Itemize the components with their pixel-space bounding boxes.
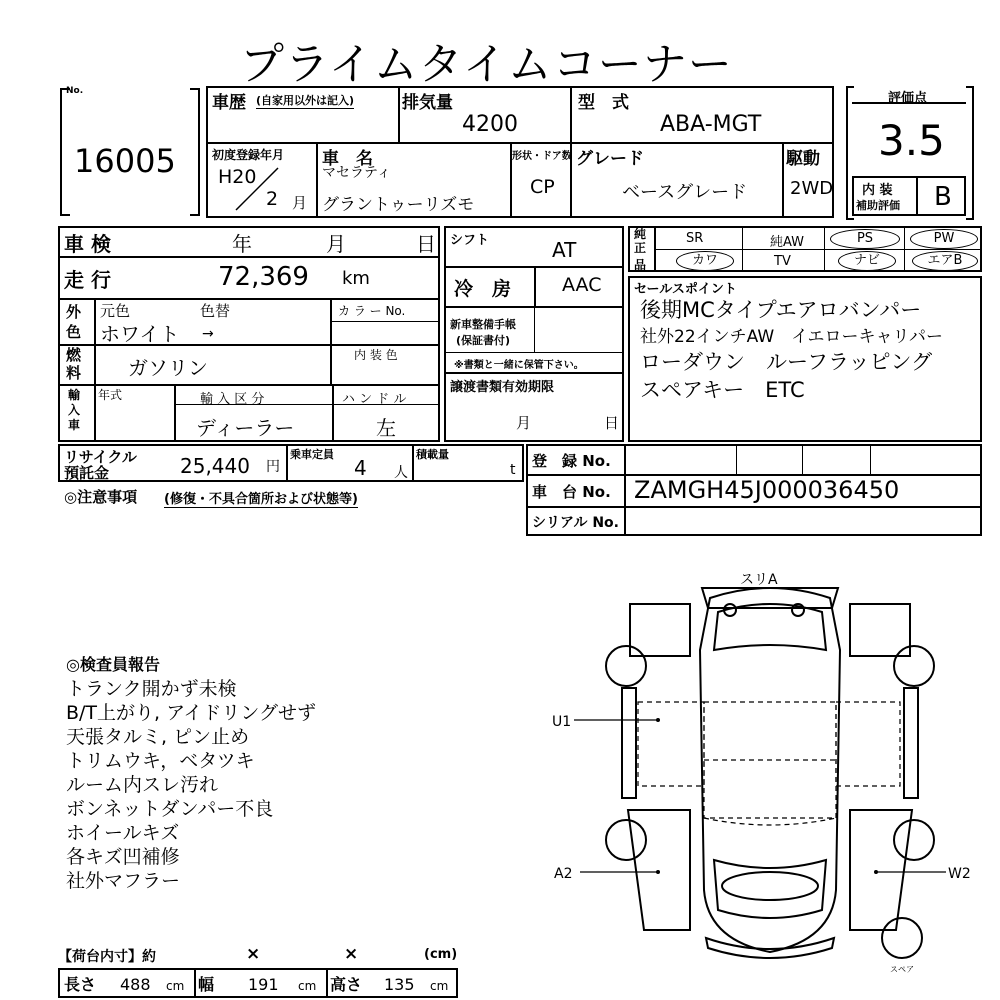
sales-line-4: スペアキー ETC [640,378,805,402]
mileage-unit: km [342,268,370,289]
body-label: 形状・ドア数 [512,151,572,162]
equip-airbag-circled: エアB [912,251,978,271]
drive-label: 駆動 [786,149,820,169]
equip-ps-circled: PS [830,229,900,249]
equipment-side-2: 品 [634,258,647,272]
first-reg-label: 初度登録年月 [212,148,285,162]
car-damage-diagram [540,560,1000,980]
col-line [802,444,803,474]
cargo-width-unit: cm [298,979,317,993]
inspector-line: 社外マフラー [66,870,181,892]
shaken-day-label: 日 [416,232,436,256]
docs-day: 日 [604,414,620,432]
fuel-value: ガソリン [128,356,208,380]
cargo-height-label: 高さ [330,975,363,994]
equip-leather-circled: カワ [676,251,734,271]
chassis-value: ZAMGH45J000036450 [634,476,900,504]
lot-number: 16005 [74,142,176,180]
sales-line-1: 後期MCタイプエアロバンパー [640,298,922,322]
diag-label-a2: A2 [554,866,573,882]
equip-pw-circled: PW [910,229,978,249]
grade-label: グレード [576,149,644,169]
inspector-line: ボンネットダンパー不良 [66,798,274,820]
shift-value: AT [552,238,577,262]
cargo-length-label: 長さ [64,975,97,994]
diag-label-w2: W2 [948,866,971,882]
orig-color-label: 元色 [100,302,131,320]
docs-month: 月 [516,414,532,432]
score-label: 評価点 [888,91,928,106]
cargo-length-unit: cm [166,979,185,993]
col-line [286,444,288,482]
chassis-label: 車 台 No. [532,483,611,501]
col-line [534,306,535,352]
interior-divider [916,176,918,216]
capacity-unit: 人 [394,465,408,481]
load-label: 積載量 [416,448,449,461]
inspector-line: 天張タルミ, ピン止め [66,726,250,748]
import-class-label: 輸 入 区 分 [200,392,265,407]
color-side-label: 外色 [66,303,82,341]
manual-note: ※書類と一緒に保管下さい。 [454,360,584,371]
header-divider [206,142,834,144]
lot-bracket-right [190,88,200,216]
side-col [94,298,96,442]
sales-label: セールスポイント [634,282,737,297]
interior-label-2: 補助評価 [856,199,900,212]
import-side-label: 輸入車 [68,388,81,432]
col-line [870,444,871,474]
car-name-value: グラントゥーリズモ [322,195,475,215]
col-line [194,968,196,998]
displacement-label: 排気量 [402,93,453,113]
ac-label: 冷 房 [454,278,512,300]
interior-color-label: 内 装 色 [354,348,398,362]
repaint-label: 色替 [200,302,231,320]
equip-navi-circled: ナビ [838,251,896,271]
shaken-label: 車 検 [64,232,111,256]
diag-label-spare: スペア [890,965,914,974]
interior-score-value: B [934,182,952,212]
cargo-height-value: 135 [384,975,415,994]
header-vline [782,142,784,218]
handle-label: ハ ン ド ル [342,392,407,407]
car-name-label: 車 名 [322,149,373,169]
cargo-unit: (cm) [424,947,458,962]
model-value: ABA-MGT [660,112,762,137]
history-label: 車歴 [212,93,246,113]
cargo-x1: × [246,944,261,964]
inspector-line: トリムウキ，ベタツキ [66,750,255,772]
subrow-line [330,321,440,322]
shaken-month-label: 月 [326,232,346,256]
year-type-label: 年式 [98,388,123,402]
cargo-label: 【荷台内寸】約 [58,949,156,965]
shift-label: シフト [450,233,490,248]
cargo-width-label: 幅 [198,975,215,994]
equip-tv: TV [774,254,791,269]
cargo-length-value: 488 [120,975,151,994]
inspector-line: 各キズ凹補修 [66,846,180,868]
displacement-value: 4200 [462,112,518,137]
col-line [904,226,905,272]
row-line [654,249,982,250]
month-unit: 月 [292,194,308,212]
col-line [624,444,626,536]
col-line [742,226,743,272]
capacity-label: 乗車定員 [290,448,334,461]
diag-label-u1: U1 [552,714,572,730]
recycle-label-2: 預託金 [64,464,110,482]
shaken-year-label: 年 [232,232,252,256]
load-unit: t [510,462,516,478]
mileage-value: 72,369 [218,262,309,292]
header-vline [316,142,318,218]
equip-sr: SR [686,231,704,246]
col-line [330,298,332,384]
row-line [444,352,624,353]
equipment-side-1: 純正 [634,227,647,255]
import-class-value: ディーラー [196,416,295,440]
manual-label-2: (保証書付) [456,334,511,347]
docs-label: 譲渡書類有効期限 [450,380,555,395]
history-note: (自家用以外は記入) [256,94,355,107]
color-no-label: カ ラ ー No. [338,304,406,318]
first-reg-year: H20 [218,166,257,188]
recycle-label-1: リサイクル [64,448,137,466]
yen-unit: 円 [266,459,280,475]
col-line [534,266,536,306]
row-line [444,372,624,374]
first-reg-month: 2 [266,188,279,210]
slash-line [228,164,288,214]
inspector-line: B/T上がり, アイドリングせず [66,702,317,724]
header-vline [398,86,400,142]
capacity-value: 4 [354,456,367,480]
color-value: ホワイト [100,322,180,346]
sales-line-2: 社外22インチAW イエローキャリパー [640,327,943,347]
lot-bracket-left [60,88,70,216]
ac-value: AAC [562,274,602,296]
color-arrow: → [202,326,214,342]
model-label: 型 式 [578,93,629,113]
equip-aw: 純AW [770,235,805,250]
no-label: No. [66,86,84,96]
drive-value: 2WD [790,178,834,199]
interior-label-1: 内 装 [862,183,893,198]
mileage-label: 走 行 [64,268,111,292]
maker-value: マセラティ [322,165,391,181]
recycle-value: 25,440 [180,454,250,478]
page-title: プライムタイムコーナー [240,39,733,90]
inspector-line: ルーム内スレ汚れ [66,774,219,796]
notes-label: ◎注意事項 [64,488,138,506]
col-line [736,444,737,474]
col-line [824,226,825,272]
row-line [526,506,982,508]
cargo-x2: × [344,944,359,964]
manual-label-1: 新車整備手帳 [450,318,516,331]
fuel-side-label: 燃料 [66,346,82,382]
score-bracket-right [966,86,974,220]
cargo-width-value: 191 [248,975,279,994]
handle-value: 左 [376,416,396,440]
col-line [326,968,328,998]
col-line [174,384,176,442]
inspector-label: ◎検査員報告 [66,655,160,674]
body-value: CP [530,176,555,198]
grade-value: ベースグレード [622,182,748,203]
sales-line-3: ローダウン ルーフラッピング [640,350,933,374]
inspector-line: トランク開かず未検 [66,678,237,700]
inspector-line: ホイールキズ [66,822,180,844]
score-value: 3.5 [878,116,945,165]
col-line [412,444,414,482]
reg-label: 登 録 No. [532,452,611,470]
notes-sub: (修復・不具合箇所および状態等) [164,488,358,508]
diag-label-top: スリA [740,572,778,588]
col-line [332,384,334,442]
serial-label: シリアル No. [532,515,619,531]
cargo-height-unit: cm [430,979,449,993]
